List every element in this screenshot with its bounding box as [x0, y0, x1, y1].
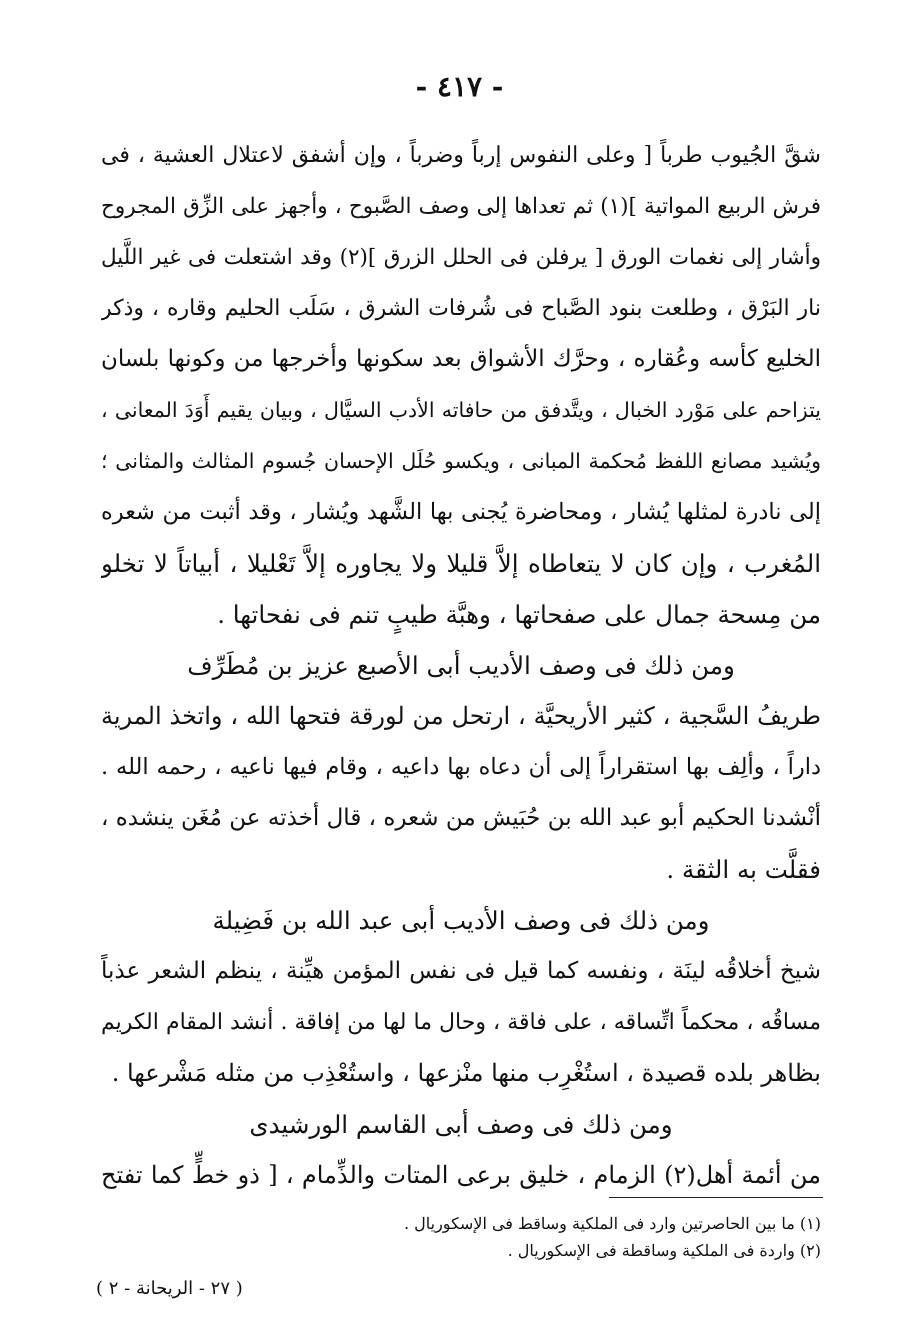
text-line: مساقُه ، محكماً اتِّساقه ، على فاقة ، وحال ما لها من إفاقة . أنشد المقام الكريم: [101, 1010, 821, 1035]
section-heading: ومن ذلك فى وصف الأديب أبى الأصبع عزيز بن مُطَرِّف: [187, 651, 735, 680]
footnote-divider: [609, 1197, 823, 1198]
text-line: من مِسحة جمال على صفحاتها ، وهبَّة طيبٍ تنم فى نفحاتها .: [217, 600, 821, 629]
section-heading: ومن ذلك فى وصف الأديب أبى عبد الله بن فَضِيلة: [212, 906, 710, 935]
text-line: ويُشيد مصانع اللفظ مُحكمة المبانى ، ويكسو حُلَل الإحسان جُسوم المثالث والمثانى ؛: [101, 449, 821, 473]
text-line: بظاهر بلده قصيدة ، استُغْرِب منها منْزعها ، واستُعْذِب من مثله مَشْرعها .: [111, 1059, 821, 1087]
footnote: (١) ما بين الحاصرتين وارد فى الملكية وساقط فى الإسكوريال .: [403, 1214, 821, 1233]
footnote: (٢) واردة فى الملكية وساقطة فى الإسكوريال .: [507, 1241, 821, 1260]
footnotes: [101, 1210, 821, 1264]
text-line: الخليع كأسه وعُقاره ، وحرَّك الأشواق بعد سكونها وأخرجها من وكونها بلسان: [101, 346, 821, 372]
text-line: وأشار إلى نغمات الورق [ يرفلن فى الحلل الزرق ](٢) وقد اشتعلت فى غير اللَّيل: [101, 245, 821, 270]
text-line: طريفُ السَّجية ، كثير الأريحيَّة ، ارتحل من لورقة فتحها الله ، واتخذ المرية: [101, 702, 821, 730]
text-line: من أئمة أهل(٢) الزمام ، خليق برعى المتات والذِّمام ، [ ذو خطٍّ كما تفتح: [101, 1161, 821, 1189]
text-line: شيخ أخلاقُه لينَة ، ونفسه كما قيل فى نفس المؤمن هيِّنة ، ينظم الشعر عذباً: [101, 958, 821, 984]
text-line: شقَّ الجُيوب طرباً [ وعلى النفوس إرباً وضرباً ، وإن أشفق لاعتلال العشية ، فى: [101, 143, 821, 168]
signature-mark: ( ٢٧ - الريحانة - ٢ ): [96, 1278, 243, 1299]
text-line: المُغرب ، وإن كان لا يتعاطاه إلاَّ قليلا ولا يجاوره إلاَّ تَعْليلا ، أبياتاً لا تخلو: [101, 549, 821, 578]
section-heading: ومن ذلك فى وصف أبى القاسم الورشيدى: [249, 1110, 673, 1139]
text-line: يتزاحم على مَوْرد الخبال ، ويتَّدفق من حافاته الأدب السيَّال ، وبيان يقيم أَوَدَ المعانى ،: [101, 398, 821, 422]
text-line: أنْشدنا الحكيم أبو عبد الله بن حُبَيش من شعره ، قال أخذته عن مُغَن ينشده ،: [101, 805, 821, 831]
body-text: [101, 130, 821, 1201]
text-line: نار البَرْق ، وطلعت بنود الصَّباح فى شُرفات الشرق ، سَلَب الحليم وقاره ، وذكر: [101, 296, 821, 321]
page-number: - ٤١٧ -: [415, 70, 504, 103]
text-line: إلى نادرة لمثلها يُشار ، ومحاضرة يُجنى بها الشَّهد ويُشار ، وقد أثبت من شعره: [101, 499, 821, 525]
text-line: فقلَّت به الثقة .: [666, 855, 821, 884]
text-line: داراً ، وألِف بها استقراراً إلى أن دعاه بها داعيه ، وقام فيها ناعيه ، رحمه الله .: [101, 754, 821, 780]
text-line: فرش الربيع المواتية ](١) ثم تعداها إلى وصف الصَّبوح ، وأجهز على الزِّق المجروح: [101, 194, 821, 219]
